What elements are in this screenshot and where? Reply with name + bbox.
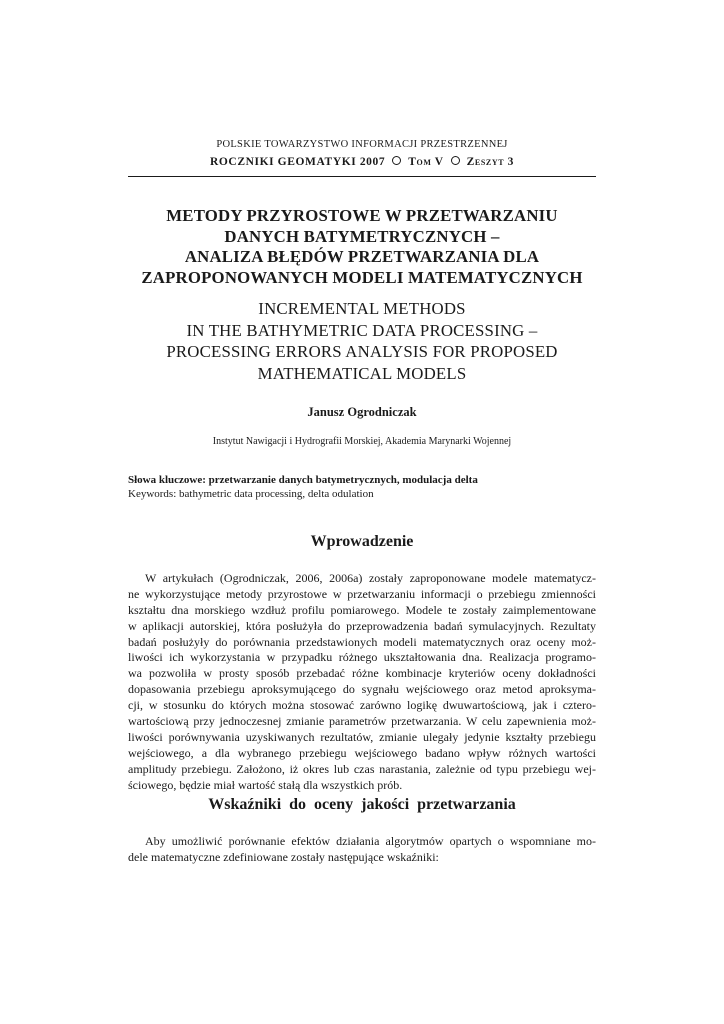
journal-volume: Tom V [408, 156, 444, 168]
title-polish-line: ANALIZA BŁĘDÓW PRZETWARZANIA DLA [184, 247, 540, 266]
paragraph-line: wa pozwoliła w prosty sposób przebadać różne kombinacje kryteriów oceny dokładności [128, 666, 596, 681]
paragraph-line: dele matematyczne zdefiniowane zostały następujące wskaźniki: [128, 849, 439, 864]
title-english-line: PROCESSING ERRORS ANALYSIS FOR PROPOSED [166, 342, 558, 361]
paragraph-line: kształtu dna morskiego wzdłuż profilu pomiarowego. Modele te zostały zaimplementowane [128, 602, 596, 617]
keywords-english: Keywords: bathymetric data processing, delta odulation [128, 488, 374, 500]
paragraph-line: W artykułach (Ogrodniczak, 2006, 2006a) zostały zaproponowane modele matematycz- [145, 571, 596, 585]
section-heading-quality-indicators: Wskaźniki do oceny jakości przetwarzania [208, 796, 516, 813]
paragraph-line: wejściowego, a dla wybranego przebiegu wejściowego badano wpływ różnych wartości [128, 745, 596, 760]
journal-header [0, 156, 724, 168]
paragraph-quality-indicators [128, 834, 596, 866]
paragraph-line: w aplikacji autorskiej, która posłużyła do przeprowadzenia badań symulacyjnych. Rezultaty [128, 618, 596, 633]
paragraph-line: badań posłużyły do porównania przedstawionych modeli matematycznych oraz oceny moż- [128, 634, 596, 649]
section-heading-introduction: Wprowadzenie [310, 533, 414, 550]
circle-separator-icon [451, 156, 460, 165]
society-name: POLSKIE TOWARZYSTWO INFORMACJI PRZESTRZENNEJ [216, 139, 508, 150]
paragraph-line: Aby umożliwić porównanie efektów działania algorytmów opartych o wspomniane mo- [145, 834, 596, 848]
title-polish-line: ZAPROPONOWANYCH MODELI MATEMATYCZNYCH [141, 267, 583, 287]
title-polish-line: DANYCH BATYMETRYCZNYCH – [224, 226, 500, 246]
paragraph-line: liwości ich wykorzystania w przypadku różnego ukształtowania dna. Realizacja programo- [128, 650, 596, 665]
paragraph-line: cji, w stosunku do których można stosować zarówno logikę dwuwartościową, jak i cztero- [128, 698, 596, 713]
header-rule [128, 176, 596, 177]
paragraph-line: ne wykorzystujące metody przyrostowe w przetwarzaniu informacji o przebiegu zmienności [128, 586, 596, 601]
author-affiliation: Instytut Nawigacji i Hydrografii Morskiej, Akademia Marynarki Wojennej [212, 436, 512, 447]
paragraph-line: amplitudy przebiegu. Założono, iż okres lub czas narastania, zależnie od typu przebiegu wej- [128, 761, 596, 776]
title-english [0, 298, 724, 384]
journal-issue: Zeszyt 3 [466, 156, 514, 168]
title-polish [0, 206, 724, 288]
paragraph-introduction [128, 571, 596, 793]
paragraph-line: wartościową przy jednoczesnej zmianie parametrów przetwarzania. W celu zapewnienia moż- [128, 714, 596, 729]
paragraph-line: ściowego, będzie miał wartość stałą dla wszystkich prób. [128, 777, 403, 792]
title-english-line: IN THE BATHYMETRIC DATA PROCESSING – [186, 320, 538, 340]
journal-title: ROCZNIKI GEOMATYKI 2007 [209, 156, 386, 168]
title-polish-line: METODY PRZYROSTOWE W PRZETWARZANIU [166, 206, 558, 225]
author-name: Janusz Ogrodniczak [307, 405, 417, 419]
title-english-line: MATHEMATICAL MODELS [257, 363, 467, 383]
paragraph-line: liwości porównywania uzyskiwanych rezultatów, zmianie ulegały jedynie kształty przebiegu [128, 729, 596, 744]
keywords-polish: Słowa kluczowe: przetwarzanie danych batymetrycznych, modulacja delta [128, 474, 478, 486]
circle-separator-icon [392, 156, 401, 165]
title-english-line: INCREMENTAL METHODS [258, 299, 466, 318]
paragraph-line: dopasowania przebiegu aproksymującego do sygnału wejściowego oraz metod aproksyma- [128, 682, 596, 697]
